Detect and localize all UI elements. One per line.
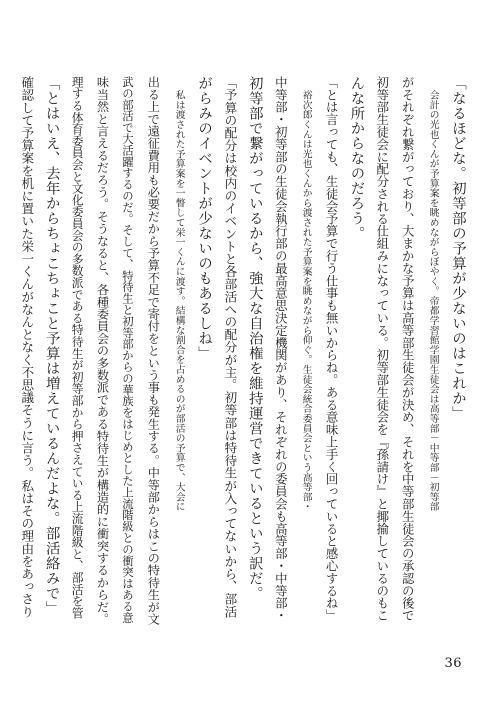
text-line: 裕次郎くんは光也くんから渡された予算案を眺めながら仰ぐ。生徒会統合委員会という高等部・ xyxy=(300,90,312,512)
text-line: 初等部で繋がっているから、強大な自治権を維持運営できているという訳だ。 xyxy=(246,76,263,601)
text-line: んな所からなのだろう。 xyxy=(348,76,365,241)
text-line: 武の部活で大活躍するのだ。そして、特待生と初等部からの華族をはじめとした上流階級との衝突はある意 xyxy=(120,76,135,624)
text-line: 理する体育委員会と文化委員会の多数派である特待生が初等部から押さえている上流階級と、部活を管 xyxy=(70,76,85,619)
text-line: がらみのイベントが少ないのもあるしね」 xyxy=(196,76,213,361)
text-line: 中等部・初等部の生徒会執行部の最高意思決定機関があり、それぞれの委員会も高等部・中等部・ xyxy=(273,76,289,622)
text-line: 「予算の配分は校内のイベントと各部活への配分が主。初等部は特待生が入ってないから、部活 xyxy=(222,76,238,618)
text-line: 「とは言っても、生徒会予算で行う仕事も無いからね。ある意味上手く回っていると感心するね」 xyxy=(324,76,340,622)
text-line: がそれぞれ繋がっており、大まかな予算は高等部生徒会が決め、それを中等部生徒会の承認の後で xyxy=(400,76,416,622)
body-text xyxy=(18,76,466,624)
text-line: 出る上で遠征費用も必要だから予算不足で寄付をという事も発生する。中等部からはこの特待生が文 xyxy=(146,76,161,625)
text-line: 「とはいえ、去年からちょこちょこと予算は増えているんだよな。部活絡みで」 xyxy=(43,76,60,616)
text-line: 確認して予算案を机に置いた栄一くんがなんとなく不思議そうに言う。私はその理由をあっさり xyxy=(19,76,35,618)
text-line: 会計の光也くんが予算案を眺めながらぼやく。帝都学習館学園生徒会は高等部－中等部－初等部 xyxy=(427,90,439,512)
text-line: 味当然と言えるだろう。そうなると、各種委員会の多数派である特待生が構造的に衝突するからだ。 xyxy=(95,76,110,625)
text-line: 「なるほどな。初等部の予算が少ないのはこれか」 xyxy=(450,76,466,421)
text-line: 私は渡された予算案を一瞥して栄一くんに渡す。結構な割合を占めるのが部活の予算で、大会に xyxy=(173,90,185,512)
page-number: 36 xyxy=(444,656,462,671)
text-line: 初等部生徒会に配分される仕組みになっている。初等部生徒会を『孫請け』と揶揄しているのもこ xyxy=(374,76,390,622)
